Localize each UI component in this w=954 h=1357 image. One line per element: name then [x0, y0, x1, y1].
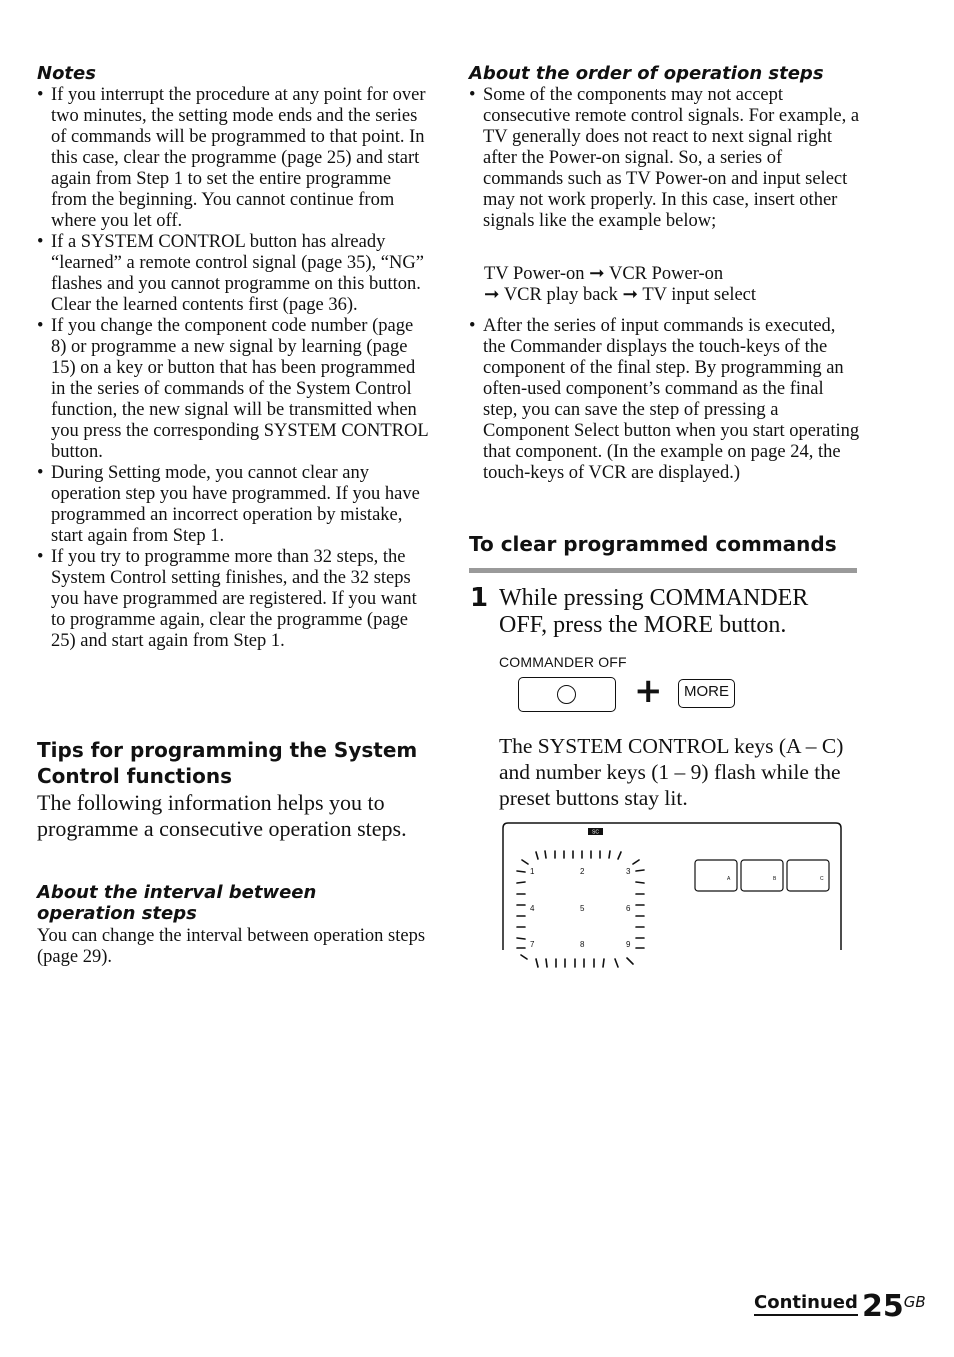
arrow-right-icon: ➞	[622, 285, 639, 305]
page-number-block	[862, 1291, 926, 1323]
screen-frame	[503, 823, 841, 950]
order-bullet-2	[469, 316, 861, 484]
plus-icon: +	[634, 671, 663, 711]
tips-heading: Tips for programming the System Control functions	[37, 738, 418, 788]
commander-off-button[interactable]	[518, 677, 616, 712]
section-rule	[469, 568, 857, 573]
sc-indicator-label: SC	[592, 829, 599, 836]
key-7: 7	[530, 940, 535, 949]
more-button[interactable]: MORE	[678, 679, 735, 708]
arrow-right-icon: ➞	[589, 264, 605, 284]
key-6: 6	[626, 904, 631, 913]
notes-heading: Notes	[37, 63, 96, 84]
page-number: 25	[862, 1289, 904, 1324]
order-item: • Some of the components may not accept consecutive remote control signals. For example, a TV generally does not react to next signal right after the Power-on signal. So, a series of commands such as TV Power-on and input select may not work properly. In this case, insert other signals like the example below;	[469, 85, 861, 232]
commander-off-label: COMMANDER OFF	[499, 654, 627, 670]
left-column	[37, 63, 429, 652]
page-suffix: GB	[903, 1293, 926, 1311]
example-sequence	[484, 264, 864, 306]
preset-c-label: C	[820, 876, 824, 882]
continued-label: Continued	[754, 1292, 858, 1316]
key-9: 9	[626, 940, 631, 949]
note-item: • If you try to programme more than 32 steps, the System Control setting finishes, and the 32 steps you have programmed are registered. If you want to programme again, clear the programme (page 25) and start again from Step 1.	[37, 547, 429, 652]
preset-a-label: A	[727, 876, 731, 882]
order-item: • After the series of input commands is executed, the Commander displays the touch-keys of the component of the final step. By programming an often-used component’s command as the final step, you can save the step of pressing a Component Select button when you start operating that component. (In the example on page 24, the touch-keys of VCR are displayed.)	[469, 316, 861, 484]
step-number: 1	[470, 583, 489, 613]
example-line-2: ➞ VCR play back ➞ TV input select	[484, 285, 757, 305]
key-2: 2	[580, 867, 585, 876]
tips-lead: The following information helps you to programme a consecutive operation steps.	[37, 790, 407, 841]
key-3: 3	[626, 867, 631, 876]
order-bullet-1	[469, 85, 861, 232]
number-keys	[530, 867, 631, 949]
after-step-text: The SYSTEM CONTROL keys (A – C) and number keys (1 – 9) flash while the preset buttons stay lit.	[499, 734, 844, 810]
preset-b-label: B	[773, 876, 777, 882]
key-8: 8	[580, 940, 585, 949]
preset-buttons	[695, 860, 829, 891]
commander-screen-illustration	[500, 818, 845, 973]
interval-text: You can change the interval between operation steps (page 29).	[37, 926, 426, 967]
key-5: 5	[580, 904, 585, 913]
example-line-1: TV Power-on ➞ VCR Power-on	[484, 264, 724, 284]
step-text: While pressing COMMANDER OFF, press the MORE button.	[499, 585, 809, 638]
arrow-right-icon: ➞	[484, 285, 500, 305]
note-item: • During Setting mode, you cannot clear any operation step you have programmed. If you have programmed an incorrect operation by mistake, start again from Step 1.	[37, 463, 429, 547]
circle-icon	[557, 685, 576, 704]
note-item: • If a SYSTEM CONTROL button has already “learned” a remote control signal (page 35), “NG” flashes and you cannot programme on this button. Clear the learned contents first (page 36).	[37, 232, 429, 316]
clear-heading: To clear programmed commands	[469, 532, 837, 556]
note-item: • If you change the component code number (page 8) or programme a new signal by learning (page 15) on a key or button that has been programmed in the series of commands of the System Control function, the new signal will be transmitted when you press the corresponding SYSTEM CONTROL button.	[37, 316, 429, 463]
key-1: 1	[530, 867, 535, 876]
preset-a	[695, 860, 737, 891]
order-heading: About the order of operation steps	[469, 63, 824, 84]
interval-heading: About the interval between operation steps	[37, 882, 317, 924]
preset-b	[741, 860, 783, 891]
notes-list	[37, 85, 429, 652]
note-item: • If you interrupt the procedure at any point for over two minutes, the setting mode ends and the series of commands will be programmed to that point. In this case, clear the programme (page 25) and start again from Step 1 to set the entire programme from the beginning. You cannot continue from where you let off.	[37, 85, 429, 232]
key-4: 4	[530, 904, 535, 913]
